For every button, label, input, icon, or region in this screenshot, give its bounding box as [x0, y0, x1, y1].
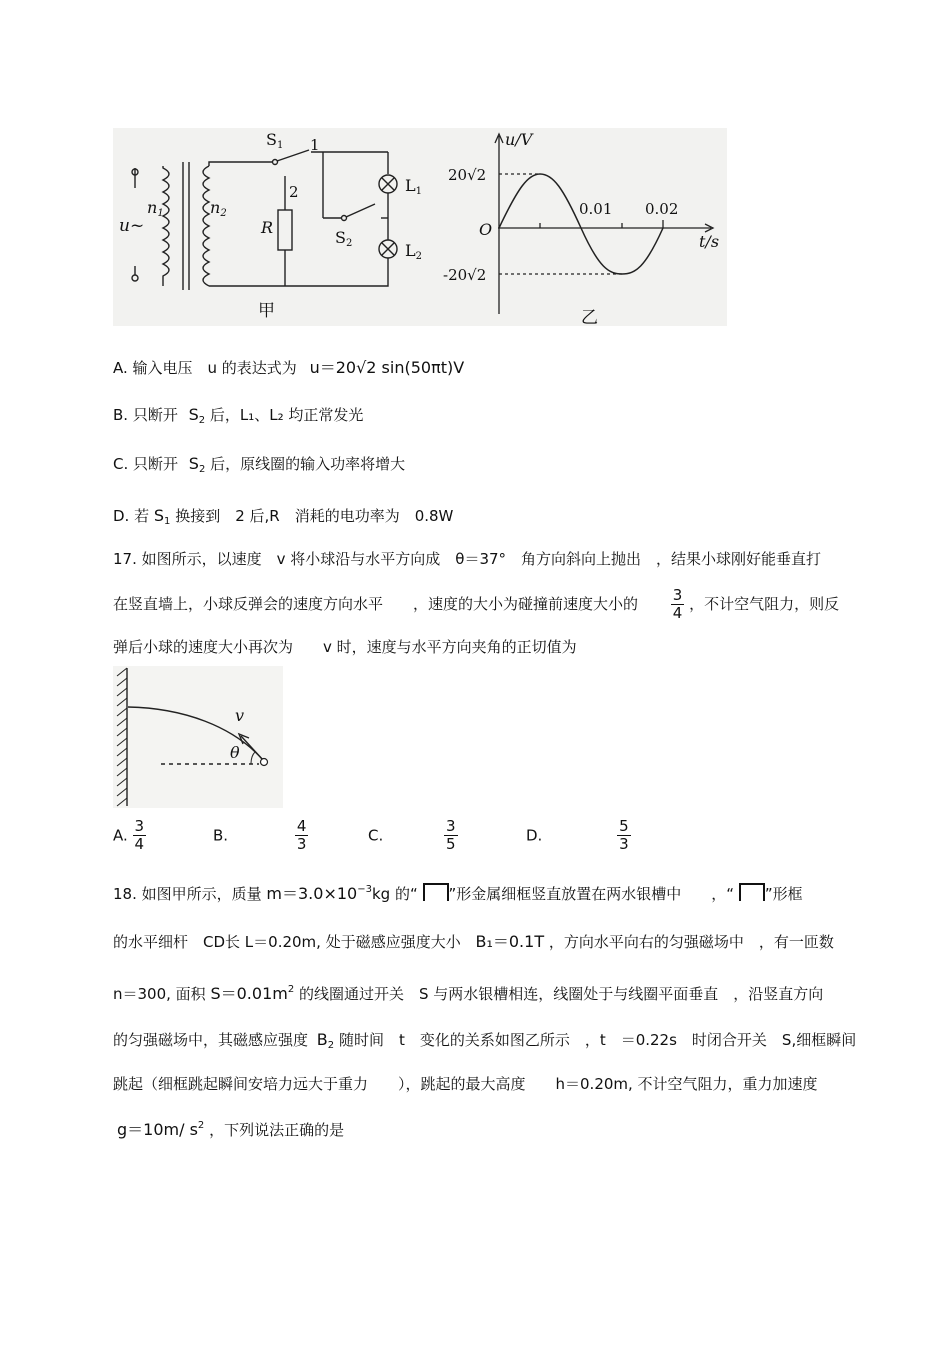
- q17-line-2: 在竖直墙上，小球反弹会的速度方向水平 ，速度的大小为碰撞前速度大小的 $\frac{3}{4}$ ，不计空气阻力，则反: [113, 585, 840, 622]
- label-l1: $L_1$: [405, 176, 422, 197]
- primary-coil: [163, 166, 169, 286]
- q16-option-c: C. 只断开 $S_2$ 后，原线圈的输入功率将增大: [113, 454, 406, 475]
- q18-line-1: 18. 如图甲所示，质量 $m=3.0\times 10^{-3}kg$ 的“ ”形金属细框竖直放置在两水银槽中 ，“ ”形框: [113, 884, 803, 903]
- ball: [261, 759, 268, 766]
- q17-option-b: B. $\frac{4}{3}$: [213, 817, 307, 854]
- label-s1: $S_1$: [266, 130, 284, 151]
- caption-jia: 甲: [258, 301, 275, 321]
- label-t-axis: t/s: [699, 232, 720, 251]
- q18-line-4: 的匀强磁场中，其磁感应强度 $B_2$ 随时间 t 变化的关系如图乙所示 ，t ＝0.22s 时闭合开关 S,细框瞬间: [113, 1030, 857, 1051]
- tick-0-01: 0.01: [579, 200, 613, 218]
- frame-icon: [739, 883, 765, 901]
- frame-icon: [423, 883, 449, 901]
- q17-option-a: A. $\frac{3}{4}$: [113, 817, 145, 854]
- label-n1: $n_1$: [147, 198, 164, 219]
- label-u-max: 20√2: [448, 166, 487, 184]
- label-origin: O: [479, 220, 493, 239]
- theta-arc: [251, 752, 255, 764]
- q17-line-3: 弹后小球的速度大小再次为 v 时，速度与水平方向夹角的正切值为: [113, 638, 577, 656]
- switch-s1-blade: [277, 150, 309, 161]
- q16-option-a: [113, 355, 464, 378]
- tick-0-02: 0.02: [645, 200, 679, 218]
- label-theta: θ: [230, 743, 240, 762]
- label-n2: $n_2$: [210, 198, 227, 219]
- q16-option-a-formula: u＝20√2 sin(50πt)V: [309, 358, 465, 377]
- switch-s1-pivot: [273, 160, 278, 165]
- label-u-source: u~: [119, 216, 145, 236]
- figure-projectile: [113, 666, 283, 808]
- q17-line-1: 17. 如图所示，以速度 v 将小球沿与水平方向成 θ＝37° 角方向斜向上抛出 ，结果小球刚好能垂直打: [113, 550, 822, 568]
- q16-option-d: D. 若 $S_1$ 换接到 2 后,R 消耗的电功率为 0.8W: [113, 506, 454, 527]
- figure-svg: [113, 128, 727, 326]
- sine-curve: [499, 174, 663, 274]
- switch-s2-pivot: [342, 216, 347, 221]
- q17-option-d: D. $\frac{5}{3}$: [526, 817, 629, 854]
- projectile-svg: [113, 666, 283, 808]
- q16-option-a-text: A. 输入电压 u 的表达式为: [113, 359, 297, 377]
- figure-circuit-and-graph: [113, 128, 727, 326]
- q18-line-3: n＝300, 面积 $S=0.01m^2$ 的线圈通过开关 S 与两水银槽相连，线圈处于与线圈平面垂直 ，沿竖直方向: [113, 984, 824, 1003]
- q16-option-b: B. 只断开 $S_2$ 后，L₁、L₂ 均正常发光: [113, 405, 364, 426]
- label-r: R: [261, 218, 274, 237]
- q18-line-2: 的水平细杆 CD长 L＝0.20m, 处于磁感应强度大小 B₁＝0.1T ，方向水平向右的匀强磁场中 ，有一匝数: [113, 932, 834, 951]
- label-u-axis: u/V: [505, 130, 533, 149]
- label-u-min: -20√2: [443, 266, 487, 284]
- label-s2: $S_2$: [335, 228, 353, 249]
- caption-yi: 乙: [581, 308, 598, 328]
- q18-line-6: g＝10m/ $s^2$ ，下列说法正确的是: [117, 1120, 345, 1139]
- label-v: v: [235, 706, 245, 725]
- switch-s2-blade: [346, 204, 375, 217]
- q17-option-c: C. $\frac{3}{5}$: [368, 817, 456, 854]
- secondary-coil: [203, 166, 209, 286]
- label-contact-2: 2: [289, 183, 299, 201]
- resistor-r: [278, 210, 292, 250]
- q18-line-5: 跳起（细框跳起瞬间安培力远大于重力 ），跳起的最大高度 h＝0.20m, 不计空气阻力，重力加速度: [113, 1075, 818, 1093]
- label-l2: $L_2$: [405, 241, 422, 262]
- label-contact-1: 1: [310, 136, 320, 154]
- input-terminal-bottom: [132, 275, 138, 281]
